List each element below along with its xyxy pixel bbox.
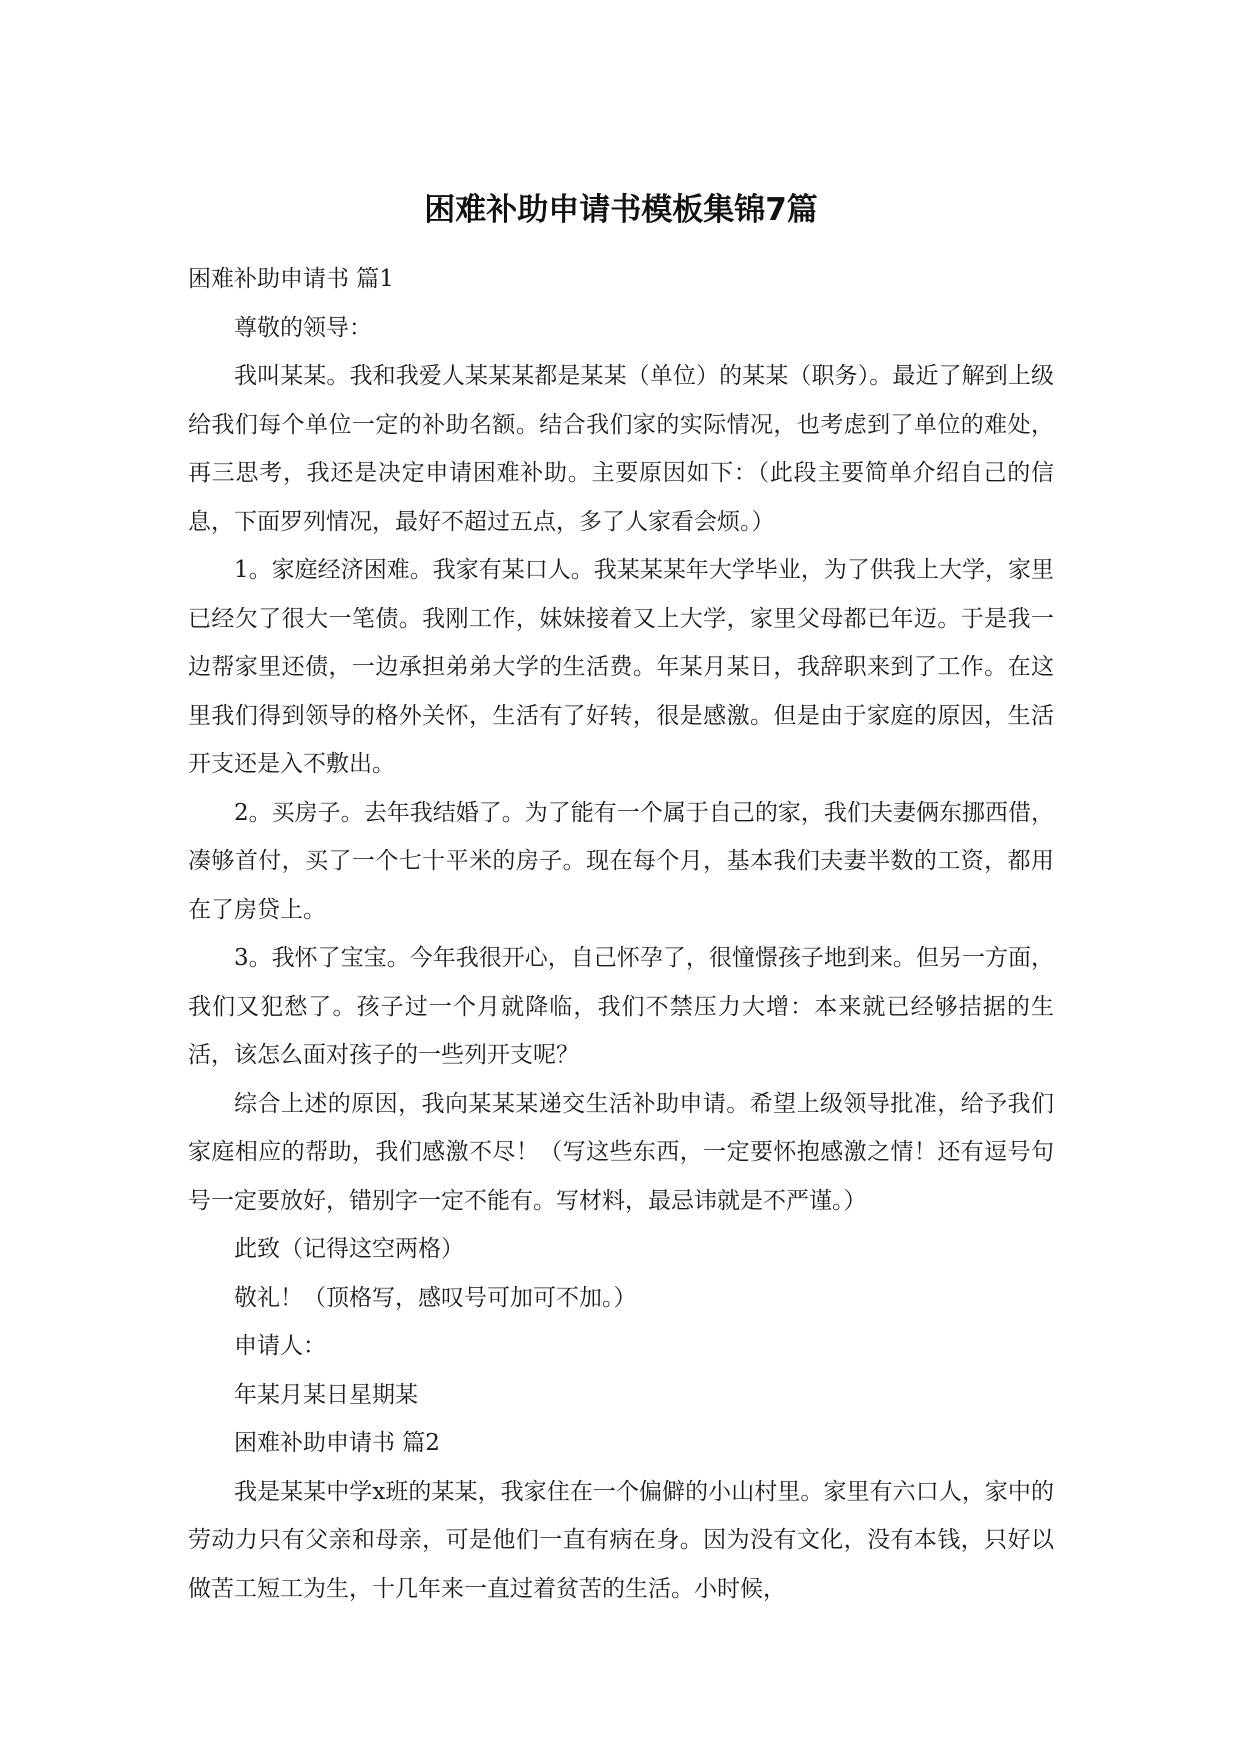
applicant-label: 申请人：	[234, 1333, 326, 1359]
date-line: 年某月某日星期某	[234, 1381, 418, 1408]
paragraph-section-2-intro: 我是某某中学x班的某某，我家住在一个偏僻的小山村里。家里有六口人，家中的劳动力只有父亲和母亲，可是他们一直有病在身。因为没有文化，没有本钱，只好以做苦工短工为生，十几年来一直过着贫苦的生活。小时候，	[188, 1478, 1054, 1602]
document-body	[188, 255, 1054, 1613]
salutation: 尊敬的领导：	[234, 314, 372, 341]
paragraph-conclusion: 综合上述的原因，我向某某某递交生活补助申请。希望上级领导批准，给予我们家庭相应的帮助，我们感激不尽！（写这些东西，一定要怀抱感激之情！还有逗号句号一定要放好，错别字一定不能有。写材料，最忌讳就是不严谨。）	[188, 1090, 1054, 1214]
closing-line: 此致（记得这空两格）	[234, 1236, 464, 1262]
document-title: 困难补助申请书模板集锦7篇	[424, 192, 818, 228]
section-heading-1: 困难补助申请书 篇1	[188, 266, 394, 292]
paragraph-reason-3: 3。我怀了宝宝。今年我很开心，自己怀孕了，很憧憬孩子地到来。但另一方面，我们又犯愁了。孩子过一个月就降临，我们不禁压力大增：本来就已经够拮据的生活，该怎么面对孩子的一些列开支呢？	[188, 945, 1054, 1068]
closing-salute: 敬礼！（顶格写，感叹号可加可不加。）	[234, 1284, 637, 1311]
paragraph-reason-1: 1。家庭经济困难。我家有某口人。我某某某年大学毕业，为了供我上大学，家里已经欠了很大一笔债。我刚工作，妹妹接着又上大学，家里父母都已年迈。于是我一边帮家里还债，一边承担弟弟大学的生活费。年某月某日，我辞职来到了工作。在这里我们得到领导的格外关怀，生活有了好转，很是感激。但是由于家庭的原因，生活开支还是入不敷出。	[188, 557, 1054, 777]
paragraph-reason-2: 2。买房子。去年我结婚了。为了能有一个属于自己的家，我们夫妻俩东挪西借，凑够首付，买了一个七十平米的房子。现在每个月，基本我们夫妻半数的工资，都用在了房贷上。	[188, 799, 1054, 923]
paragraph-intro: 我叫某某。我和我爱人某某某都是某某（单位）的某某（职务）。最近了解到上级给我们每个单位一定的补助名额。结合我们家的实际情况，也考虑到了单位的难处，再三思考，我还是决定申请困难补助。主要原因如下：（此段主要简单介绍自己的信息，下面罗列情况，最好不超过五点，多了人家看会烦。）	[188, 363, 1054, 535]
section-heading-2: 困难补助申请书 篇2	[234, 1430, 440, 1456]
